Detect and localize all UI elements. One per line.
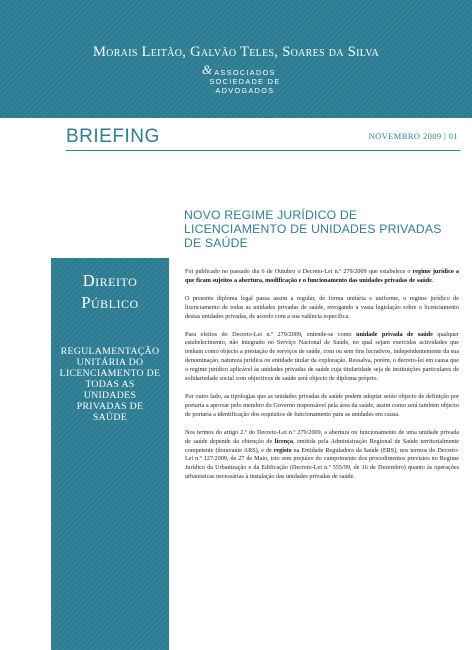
sidebar-title-line-1: Direito	[82, 271, 138, 290]
article-body	[185, 268, 459, 491]
sidebar-title-line-2: Público	[81, 293, 139, 312]
paragraph-3-bold: unidade privada de saúde	[356, 330, 433, 338]
article-title: NOVO REGIME JURÍDICO DE LICENCIAMENTO DE UNIDADES PRIVADAS DE SAÚDE	[184, 208, 442, 250]
paragraph-5-end: na Entidade Reguladora da Saúde (ERS), nos termos do Decreto-Lei n.º 127/2009, de 27 de Maio, isto sem prejuízo do cumprimento dos procedimentos previstos no Regime Jurídico da Urbanização e da Edificação (Decreto-Lei n.º 555/99, de 16 de Dezembro) quanto às operações urbanísticas necessárias à instalação das unidades privadas de saúde.	[185, 446, 459, 481]
paragraph-1-end: .	[431, 276, 434, 284]
firm-sub-line-3: ADVOGADOS	[215, 86, 275, 95]
paragraph-1-text: Foi publicado no passado dia 6 de Outubro o Decreto-Lei n.º 279/2009 que estabelece o	[185, 268, 413, 275]
paragraph-5-mid: , emitida pela Administração Regional de Saúde territorialmente competente (doravante ARS), e de	[185, 437, 459, 454]
paragraph-2: O presente diploma legal passa assim a regular, de forma unitária e uniforme, o regime jurídico de licenciamento de todas as unidades privadas de saúde, revogando a vasta legislação sobre o licenciamento destas unidades privadas, de acordo com a sua valência específica.	[185, 294, 459, 320]
paragraph-3-end: qualquer estabelecimento, não integrado no Serviço Nacional de Saúde, no qual sejam exercidas actividades que tenham como objecto a prestação de serviços de saúde, com ou sem fins lucrativos, independentemente da sua denominação, natureza jurídica ou entidade titular da exploração. Ressalva, porém, o decreto-lei em causa que o regime jurídico aplicável às unidades privadas de saúde cuja titularidade seja de instituições particulares de solidariedade social com objectivos de saúde será objecto de diploma próprio.	[185, 330, 459, 383]
briefing-divider	[66, 150, 460, 151]
briefing-label: BRIEFING	[66, 126, 160, 147]
firm-name: Morais Leitão, Galvão Teles, Soares da Silva	[92, 44, 379, 60]
paragraph-5	[185, 429, 459, 482]
paragraph-1	[185, 268, 459, 286]
paragraph-5-text: Nos termos do artigo 2.º do Decreto-Lei n.º 279/2009, a abertura ou funcionamento de uma unidade privada de saúde depende da obtenção de	[185, 428, 459, 445]
sidebar-panel	[51, 258, 169, 650]
paragraph-3	[185, 331, 459, 384]
ampersand-mark: &	[202, 62, 213, 77]
issue-date: NOVEMBRO 2009 | 01	[368, 131, 458, 141]
sidebar-title	[51, 270, 169, 314]
sidebar-subtitle: REGULAMENTAÇÃO UNITÁRIA DO LICENCIAMENTO DE TODAS AS UNIDADES PRIVADAS DE SAÚDE	[59, 346, 161, 423]
firm-sub-line-1: ASSOCIADOS	[214, 68, 276, 77]
firm-sub-line-2: SOCIEDADE DE	[209, 77, 281, 86]
header-banner	[0, 0, 472, 118]
paragraph-5-bold-1: licença	[274, 437, 293, 445]
paragraph-3-text: Para efeitos do Decreto-Lei n.º 279/2009, entende-se como	[185, 330, 357, 338]
paragraph-5-bold-2: registo	[273, 446, 292, 454]
paragraph-4: Por outro lado, as tipologias que as unidades privadas de saúde podem adoptar serão objecto de definição por portaria a aprovar pelo membro do Governo responsável pela área da saúde, assim como será também objecto de portaria a identificação dos requisitos de funcionamento para as unidades em causa.	[185, 392, 459, 418]
paragraph-1-bold: regime jurídico a que ficam sujeitos a abertura, modificação e o funcionamento das unidades privadas de saúde	[185, 268, 459, 284]
